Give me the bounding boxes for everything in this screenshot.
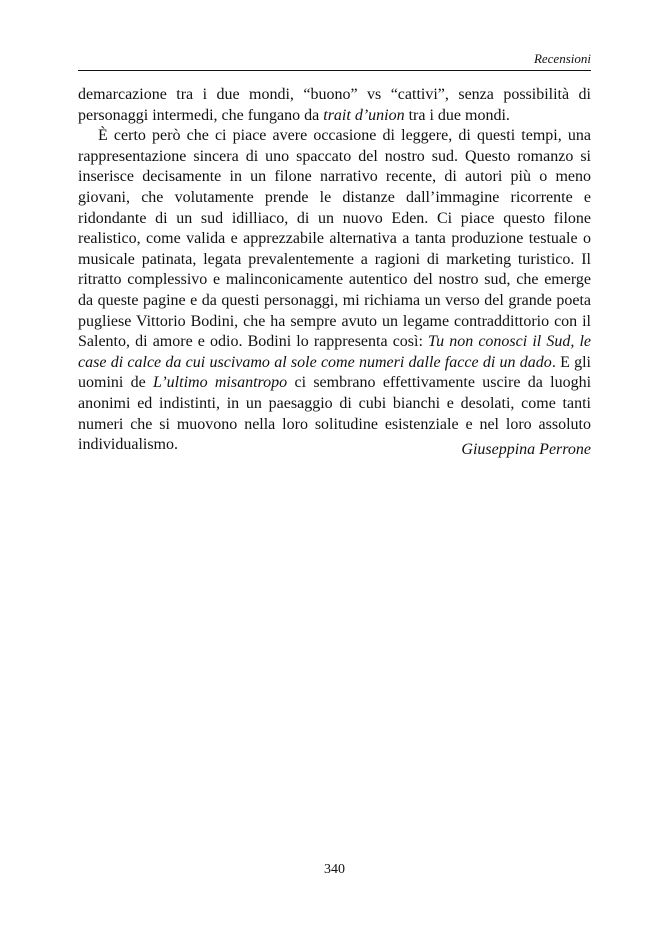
- paragraph-2-text-c: ci sembrano effettivamente uscire da luoghi anonimi ed indistinti, in un paesaggio di cubi bianchi e desolati, come tanti numeri che si muovono nella loro solitudine esistenziale e nel loro assoluto individualismo.: [78, 374, 592, 454]
- paragraph-1-text-a: demarcazione tra i due mondi, “buono” vs “cattivi”, senza possibilità di personaggi intermedi, che fungano da: [78, 86, 591, 124]
- running-head: Recensioni: [533, 51, 591, 66]
- paragraph-2: [78, 126, 591, 456]
- paragraph-2-text-b: . E gli uomini de: [78, 353, 592, 392]
- page-number: 340: [324, 862, 345, 877]
- review-body: [78, 85, 591, 456]
- paragraph-1-italic-phrase: trait d’union: [323, 106, 405, 124]
- book-title: L’ultimo misantropo: [153, 374, 288, 392]
- bodini-quote: Tu non conosci il Sud, le case di calce da cui uscivamo al sole come numeri dalle facce di un dado: [78, 333, 591, 371]
- paragraph-2-text-a: È certo però che ci piace avere occasione di leggere, di questi tempi, una rappresentazione sincera di uno spaccato del nostro sud. Questo romanzo si inserisce decisamente in un filone narrativo recente, di autori più o meno giovani, che volutamente prende le distanze dall’immagine ricorrente e ridondante di un sud idilliaco, di un nuovo Eden. Ci piace questo filone realistico, come valida e apprezzabile alternativa a tanta produzione testuale o musicale patinata, legata prevalentemente a ragioni di marketing turistico. Il ritratto complessivo e malinconicamente autentico del nostro sud, che emerge da queste pagine e da questi personaggi, mi richiama un verso del grande poeta pugliese Vittorio Bodini, che ha sempre avuto un legame contraddittorio con il Salento, di amore e odio. Bodini lo rappresenta così:: [78, 127, 591, 351]
- paragraph-1-text-b: tra i due mondi.: [404, 106, 510, 124]
- paragraph-1: [78, 85, 591, 126]
- header-rule: [78, 70, 591, 71]
- author-signature: Giuseppina Perrone: [461, 441, 591, 458]
